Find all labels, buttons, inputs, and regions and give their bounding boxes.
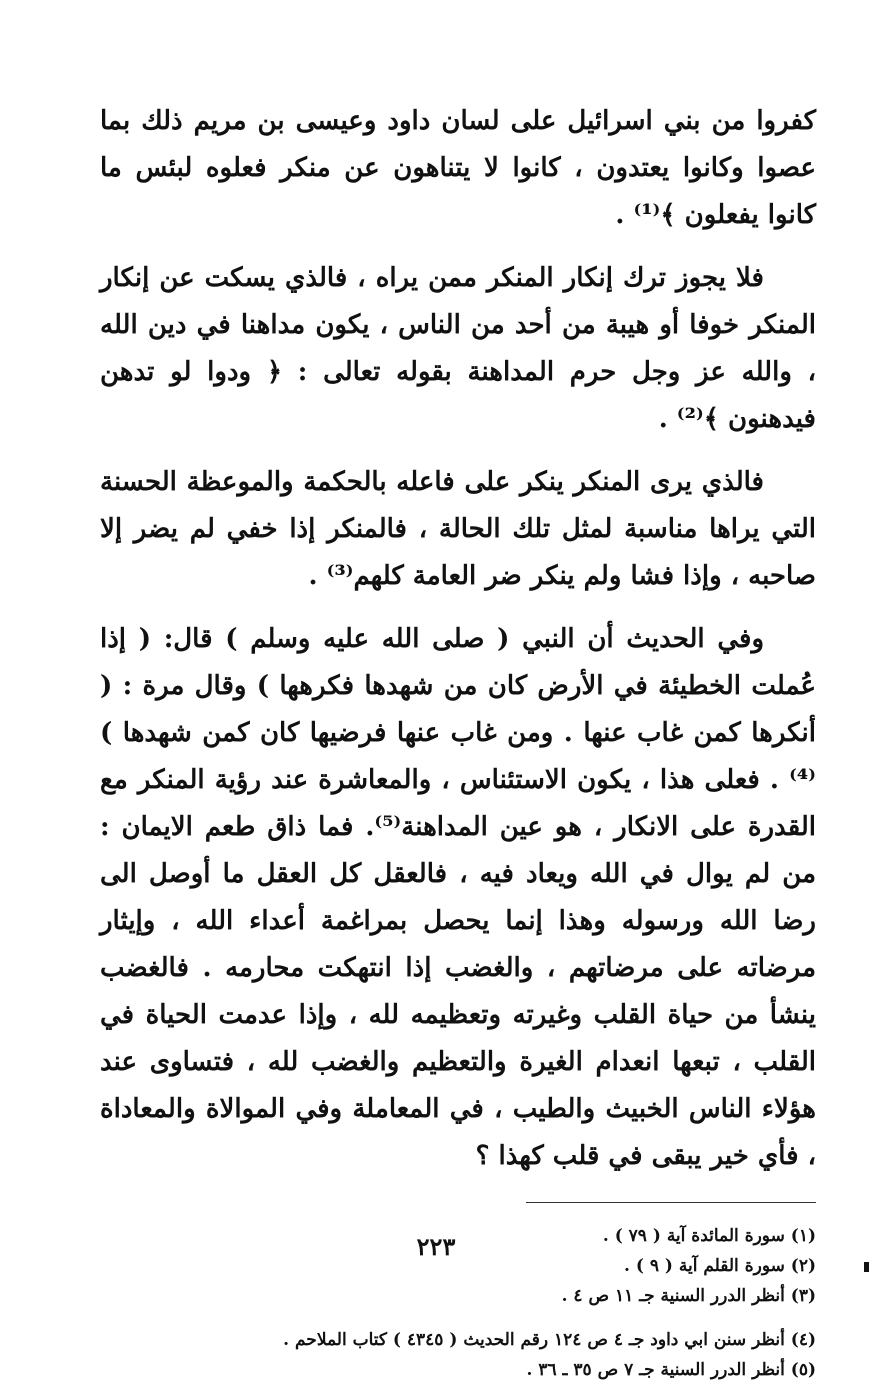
page-number: ٢٢٣ (416, 1232, 456, 1261)
footnote-2: (٢) سورة القلم آية ( ٩ ) . (624, 1256, 816, 1276)
page-body (100, 98, 816, 1385)
footnote-5: (٥) أنظر الدرر السنية جـ ٧ ص ٣٥ ـ ٣٦ . (526, 1360, 816, 1380)
paragraph-1: كفروا من بني اسرائيل على لسان داود وعيسى بن مريم ذلك بما عصوا وكانوا يعتدون ، كانوا لا يتناهون عن منكر فعلوه لبئس ما كانوا يفعلون ﴾⁽¹⁾ . (100, 106, 816, 230)
scan-mark (864, 1262, 869, 1272)
paragraph-4: وفي الحديث أن النبي ( صلى الله عليه وسلم ) قال: ( إذا عُملت الخطيئة في الأرض كان من شهدها فكرهها ) وقال مرة : ( أنكرها كمن غاب عنها . ومن غاب عنها فرضيها كان كمن شهدها )⁽⁴⁾ . فعلى هذا ، يكون الاستئناس ، والمعاشرة عند رؤية المنكر مع القدرة على الانكار ، هو عين المداهنة⁽⁵⁾. فما ذاق طعم الايمان : من لم يوال في الله ويعاد فيه ، فالعقل كل العقل ما أوصل الى رضا الله ورسوله وهذا إنما يحصل بمراغمة أعداء الله ، وإيثار مرضاته على مرضاتهم ، والغضب إذا انتهكت محارمه . فالغضب ينشأ من حياة القلب وغيرته وتعظيمه لله ، وإذا عدمت الحياة في القلب ، تبعها انعدام الغيرة والتعظيم والغضب لله ، فتساوى عند هؤلاء الناس الخبيث والطيب ، في المعاملة وفي الموالاة والمعاداة ، فأي خير يبقى في قلب كهذا ؟ (100, 624, 816, 1171)
footnote-4: (٤) أنظر سنن ابي داود جـ ٤ ص ١٢٤ رقم الحديث ( ٤٣٤٥ ) كتاب الملاحم . (283, 1330, 816, 1350)
footnote-divider (526, 1202, 816, 1203)
footnote-3: (٣) أنظر الدرر السنية جـ ١١ ص ٤ . (561, 1286, 816, 1306)
footnote-1: (١) سورة المائدة آية ( ٧٩ ) . (602, 1226, 816, 1246)
paragraph-2: فلا يجوز ترك إنكار المنكر ممن يراه ، فالذي يسكت عن إنكار المنكر خوفا أو هيبة من أحد من الناس ، يكون مداهنا في دين الله ، والله عز وجل حرم المداهنة بقوله تعالى : ﴿ ودوا لو تدهن فيدهنون ﴾⁽²⁾ . (100, 263, 816, 434)
paragraph-3: فالذي يرى المنكر ينكر على فاعله بالحكمة والموعظة الحسنة التي يراها مناسبة لمثل تلك الحالة ، فالمنكر إذا خفي لم يضر إلا صاحبه ، وإذا فشا ولم ينكر ضر العامة كلهم⁽³⁾ . (100, 467, 816, 591)
